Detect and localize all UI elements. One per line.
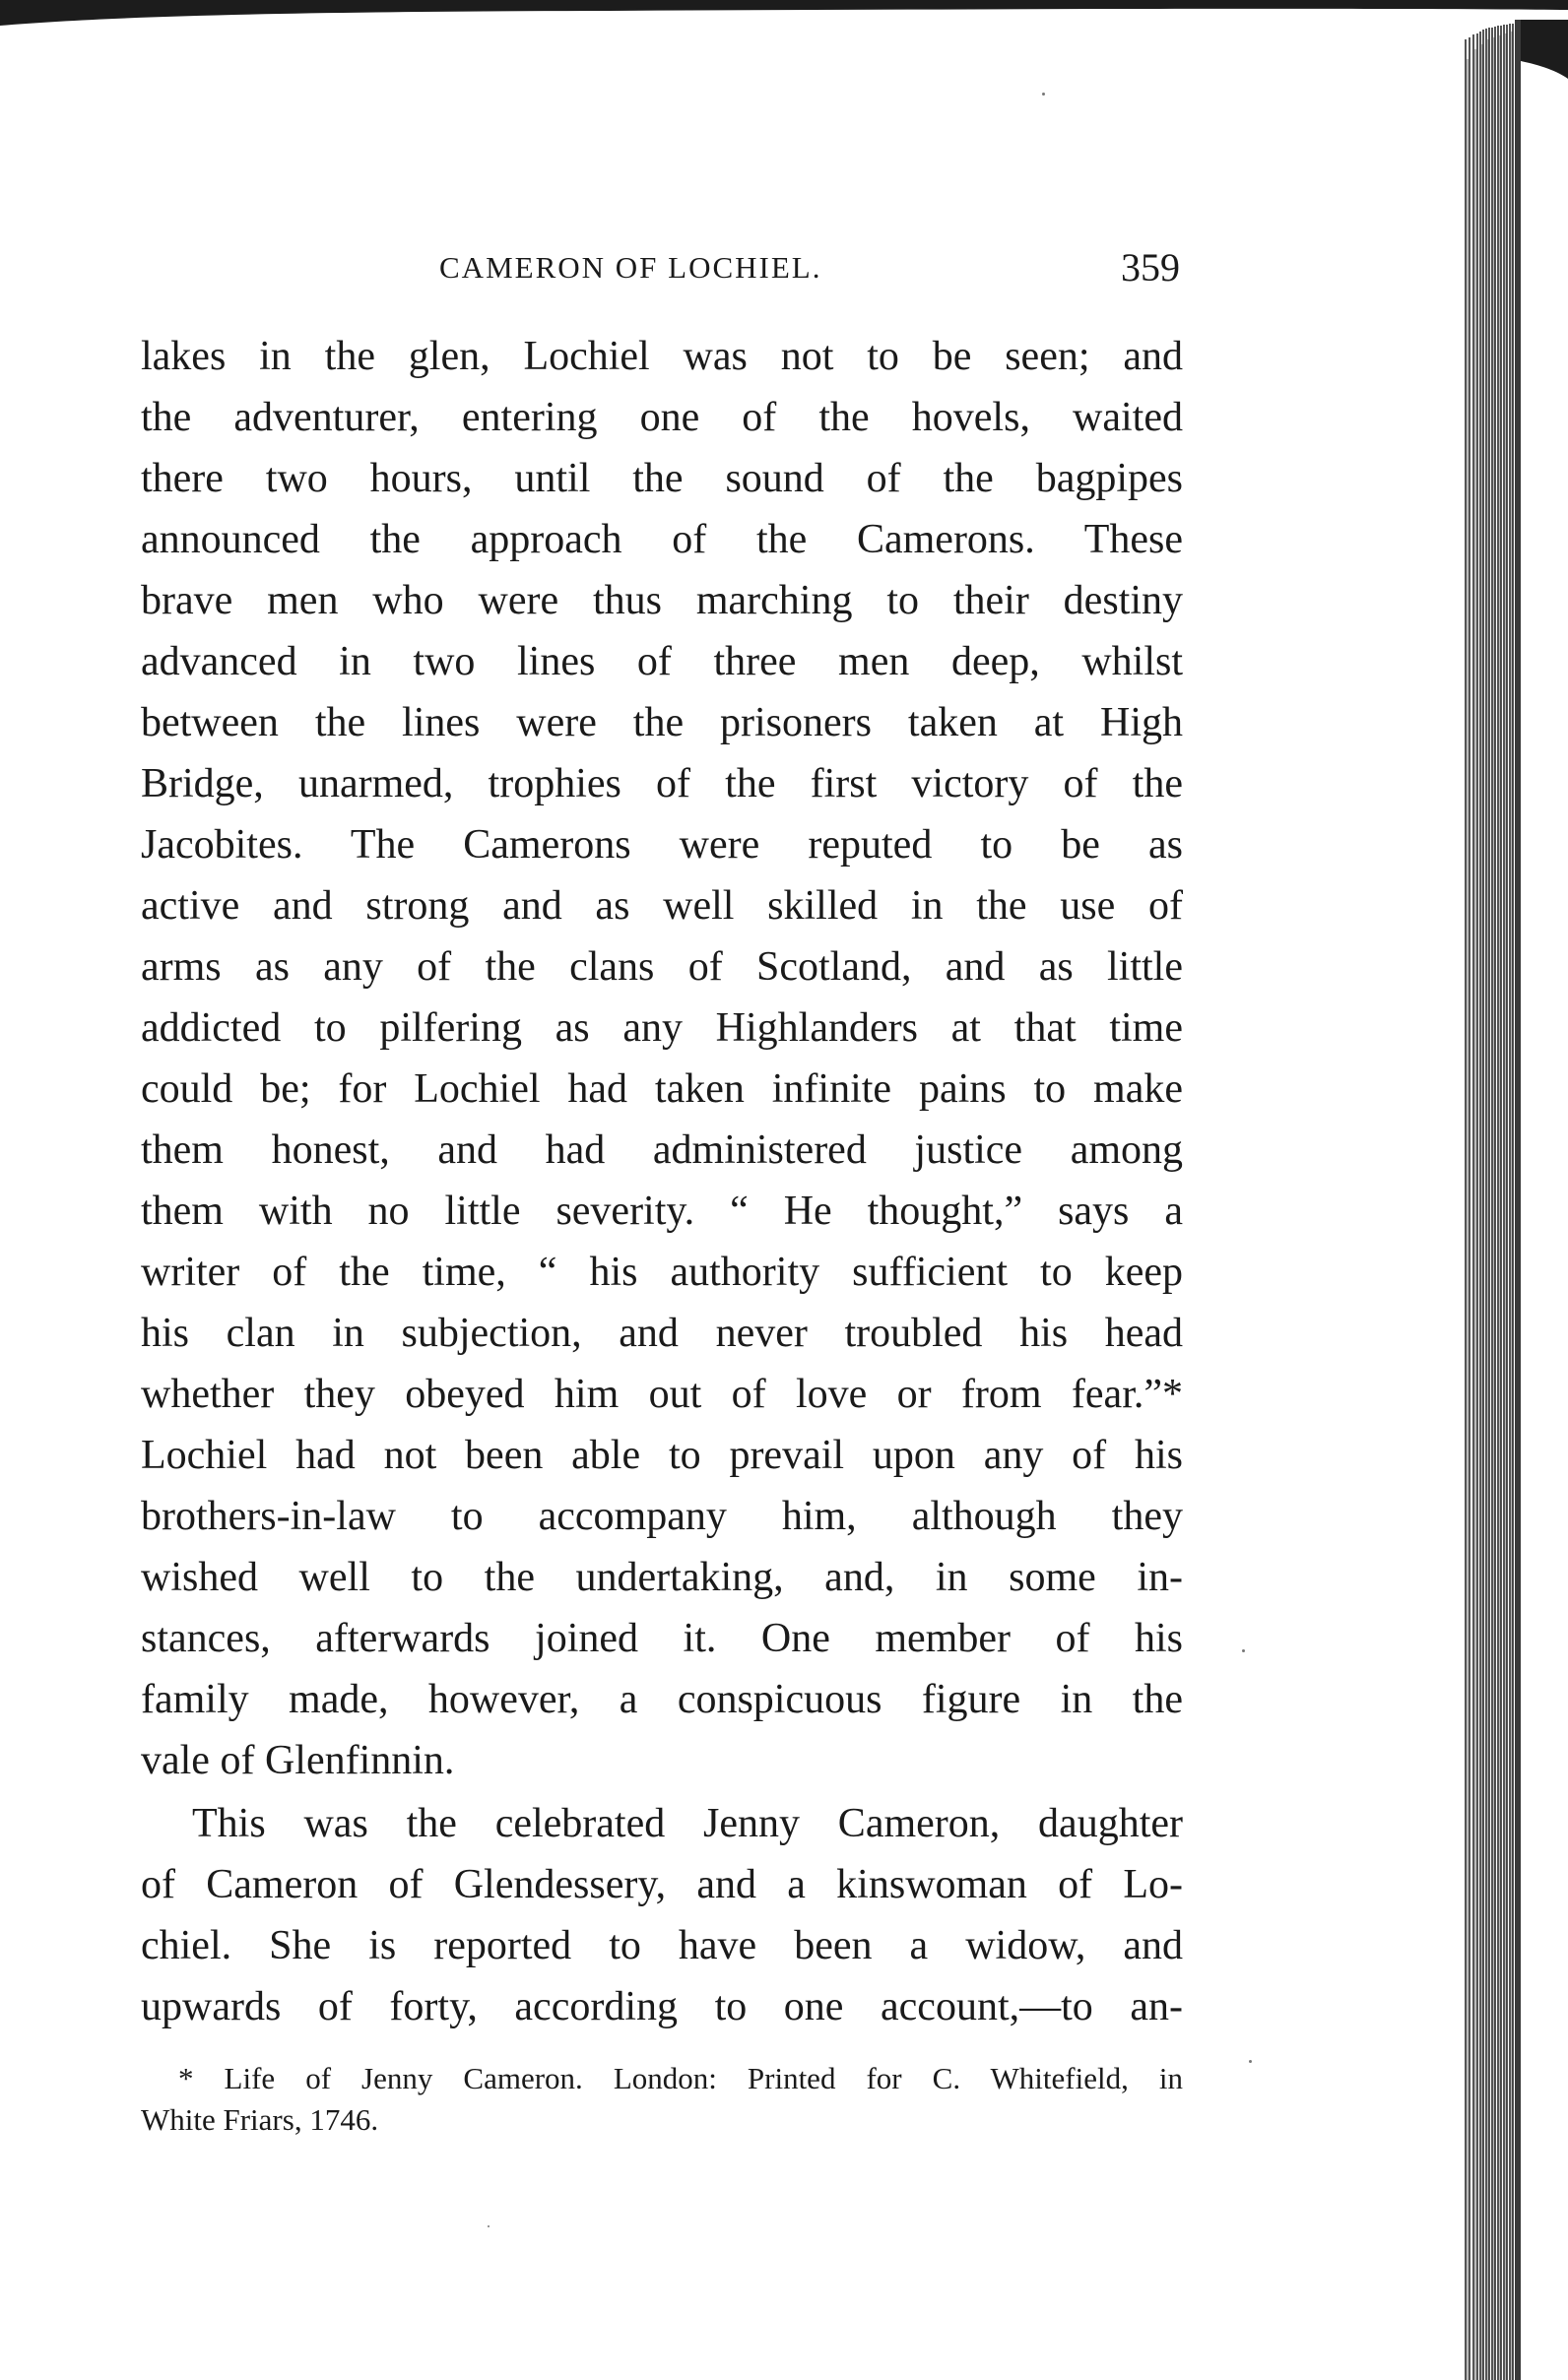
text-line: This was the celebrated Jenny Cameron, daughter — [192, 1801, 1183, 1846]
paragraph-1 — [141, 326, 1183, 1791]
text-line: wished well to the undertaking, and, in some in- — [141, 1555, 1183, 1600]
text-line: them honest, and had administered justice among — [141, 1127, 1183, 1173]
text-line: Jacobites. The Camerons were reputed to be as — [141, 822, 1183, 868]
text-line: active and strong and as well skilled in the use of — [141, 883, 1183, 929]
scan-speck — [1042, 93, 1045, 96]
running-title: CAMERON OF LOCHIEL. — [439, 250, 822, 285]
text-line: brothers-in-law to accompany him, although they — [141, 1494, 1183, 1539]
text-line: family made, however, a conspicuous figure in the — [141, 1677, 1183, 1722]
text-line: chiel. She is reported to have been a widow, and — [141, 1923, 1183, 1968]
paragraph-2 — [141, 1793, 1183, 2037]
book-page-edges — [1456, 20, 1568, 2380]
text-line: announced the approach of the Camerons. These — [141, 517, 1183, 562]
text-line: brave men who were thus marching to their destiny — [141, 578, 1183, 623]
scan-speck — [1249, 2060, 1252, 2063]
body-text — [141, 326, 1183, 2037]
text-line: there two hours, until the sound of the bagpipes — [141, 456, 1183, 501]
page-number: 359 — [1121, 245, 1180, 289]
text-line: them with no little severity. “ He thought,” says a — [141, 1189, 1183, 1234]
text-line: Bridge, unarmed, trophies of the first victory of the — [141, 761, 1183, 806]
scan-speck — [488, 2225, 490, 2227]
footnote-line: White Friars, 1746. — [141, 2102, 379, 2137]
text-line: advanced in two lines of three men deep, whilst — [141, 639, 1183, 684]
text-line: the adventurer, entering one of the hovels, waited — [141, 395, 1183, 440]
text-line: could be; for Lochiel had taken infinite pains to make — [141, 1066, 1183, 1112]
text-line: arms as any of the clans of Scotland, and as little — [141, 944, 1183, 990]
text-line: upwards of forty, according to one account,—to an- — [141, 1984, 1183, 2029]
text-line: between the lines were the prisoners taken at High — [141, 700, 1183, 745]
scan-speck — [1242, 1649, 1245, 1652]
text-line: whether they obeyed him out of love or from fear.”* — [141, 1372, 1183, 1417]
text-line: of Cameron of Glendessery, and a kinswoman of Lo- — [141, 1862, 1183, 1907]
page-top-edge — [0, 0, 1568, 39]
text-line: his clan in subjection, and never troubled his head — [141, 1311, 1183, 1356]
running-head — [146, 244, 1180, 303]
text-line: vale of Glenfinnin. — [141, 1738, 455, 1783]
footnote — [141, 2058, 1183, 2141]
text-line: lakes in the glen, Lochiel was not to be seen; and — [141, 334, 1183, 379]
text-line: writer of the time, “ his authority sufficient to keep — [141, 1250, 1183, 1295]
footnote-line: * Life of Jenny Cameron. London: Printed for C. Whitefield, in — [178, 2061, 1183, 2095]
text-line: stances, afterwards joined it. One member of his — [141, 1616, 1183, 1661]
text-line: Lochiel had not been able to prevail upon any of his — [141, 1433, 1183, 1478]
text-line: addicted to pilfering as any Highlanders at that time — [141, 1005, 1183, 1051]
